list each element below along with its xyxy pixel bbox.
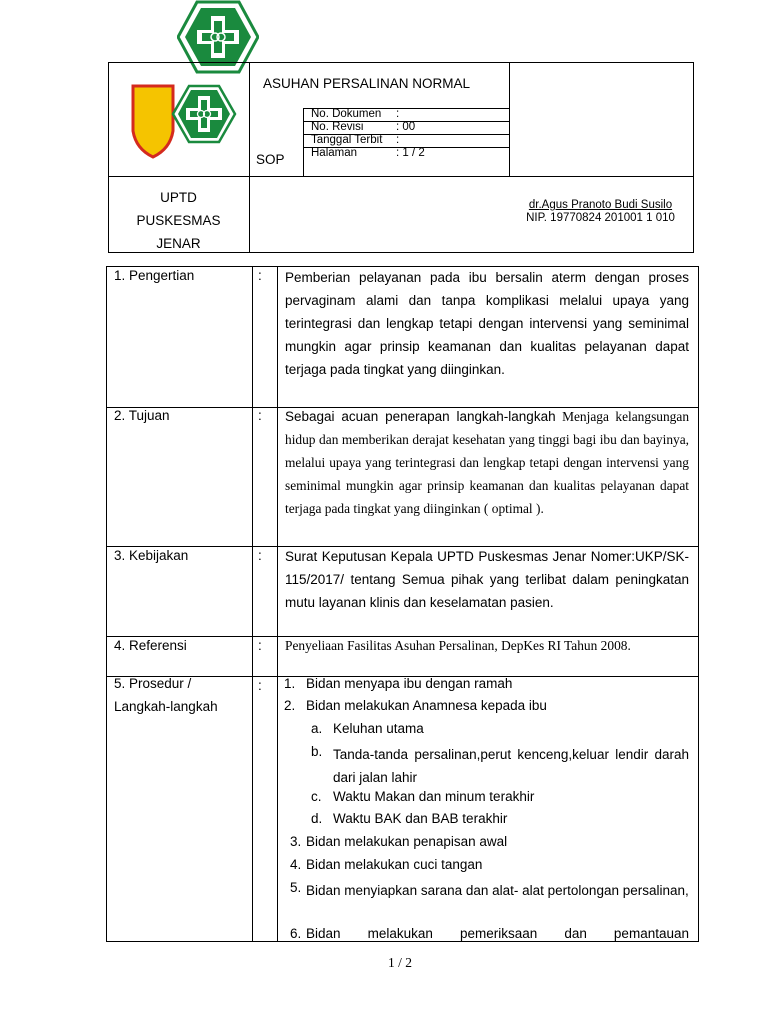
- procedure-num: 2.: [284, 698, 296, 713]
- procedure-substep: Tanda-tanda persalinan,perut kenceng,keluar lendir darah dari jalan lahir: [333, 747, 689, 785]
- section-colon: :: [258, 408, 262, 423]
- section-text: Sebagai acuan penerapan langkah-langkah Menjaga kelangsungan hidup dan memberikan derajat kesehatan yang tinggi bagi ibu dan bayinya, melalui upaya yang terintegrasi dan lengkap tetapi dengan intervensi yang seminimal mungkin agar prinsip keamanan dan kualitas pelayanan dapat terjaga pada tingkat yang diinginkan ( optimal ).: [285, 409, 690, 516]
- procedure-substep-letter: a.: [311, 721, 323, 736]
- procedure-step: Bidan melakukan Anamnesa kepada ibu: [306, 698, 547, 713]
- section-text: Pemberian pelayanan pada ibu bersalin aterm dengan proses pervaginam alami dan tanpa komplikasi melalui upaya yang terintegrasi dan lengkap tetapi dengan intervensi yang seminimal mungkin agar prinsip keamanan dan kualitas pelayanan dapat terjaga pada tingkat yang diinginkan.: [285, 270, 689, 377]
- procedure-step: Bidan menyapa ibu dengan ramah: [306, 676, 513, 691]
- procedure-substep: Keluhan utama: [333, 721, 424, 736]
- section-label: Langkah-langkah: [114, 699, 218, 714]
- doc-field-value: :: [396, 134, 400, 146]
- procedure-substep-letter: c.: [311, 789, 322, 804]
- section-label: 1. Pengertian: [114, 268, 195, 283]
- section-text: Penyeliaan Fasilitas Asuhan Persalinan, DepKes RI Tahun 2008.: [285, 638, 631, 653]
- procedure-num: 3.: [290, 834, 302, 849]
- section-colon: :: [258, 678, 262, 693]
- procedure-num: 4.: [290, 857, 302, 872]
- procedure-step: Bidan melakukan pemeriksaan dan pemantauan: [306, 926, 689, 941]
- section-text: Surat Keputusan Kepala UPTD Puskesmas Jenar Nomer:UKP/SK-115/2017/ tentang Semua pihak yang terlibat dalam peningkatan mutu layanan klinis dan keselamatan pasien.: [285, 549, 689, 610]
- doc-field-value: : 1 / 2: [396, 147, 425, 159]
- procedure-step: Bidan melakukan cuci tangan: [306, 857, 483, 872]
- sop-label: SOP: [256, 152, 285, 167]
- procedure-substep-letter: d.: [311, 811, 323, 826]
- doc-field-label: No. Revisi: [311, 121, 364, 133]
- doc-field-label: Halaman: [311, 147, 358, 159]
- section-label: 3. Kebijakan: [114, 548, 189, 563]
- procedure-num: 1.: [284, 676, 296, 691]
- page-number: 1 / 2: [387, 955, 412, 970]
- procedure-num: 5.: [290, 880, 302, 895]
- org-name-line: PUSKESMAS: [136, 213, 221, 228]
- procedure-step: Bidan melakukan penapisan awal: [306, 834, 508, 849]
- section-label: 4. Referensi: [114, 638, 187, 653]
- org-name-line: UPTD: [160, 190, 197, 205]
- section-colon: :: [258, 638, 262, 653]
- signer-name: dr.Agus Pranoto Budi Susilo: [528, 199, 673, 211]
- doc-field-label: Tanggal Terbit: [311, 134, 383, 146]
- regency-shield-logo: [131, 84, 241, 164]
- procedure-num: 6.: [290, 926, 302, 941]
- section-colon: :: [258, 548, 262, 563]
- procedure-substep: Waktu Makan dan minum terakhir: [333, 789, 535, 804]
- procedure-substep: Waktu BAK dan BAB terakhir: [333, 811, 508, 826]
- signer-nip: NIP. 19770824 201001 1 010: [526, 212, 675, 224]
- section-label: 2. Tujuan: [114, 408, 170, 423]
- section-label: 5. Prosedur /: [114, 676, 192, 691]
- procedure-substep-letter: b.: [311, 744, 323, 759]
- doc-field-label: No. Dokumen: [311, 108, 382, 120]
- doc-field-value: : 00: [396, 121, 416, 133]
- doc-field-value: :: [396, 108, 400, 120]
- org-name-line: JENAR: [156, 236, 201, 251]
- section-colon: :: [258, 268, 262, 283]
- procedure-step: Bidan menyiapkan sarana dan alat- alat pertolongan persalinan,: [306, 883, 689, 898]
- document-title: ASUHAN PERSALINAN NORMAL: [263, 76, 471, 91]
